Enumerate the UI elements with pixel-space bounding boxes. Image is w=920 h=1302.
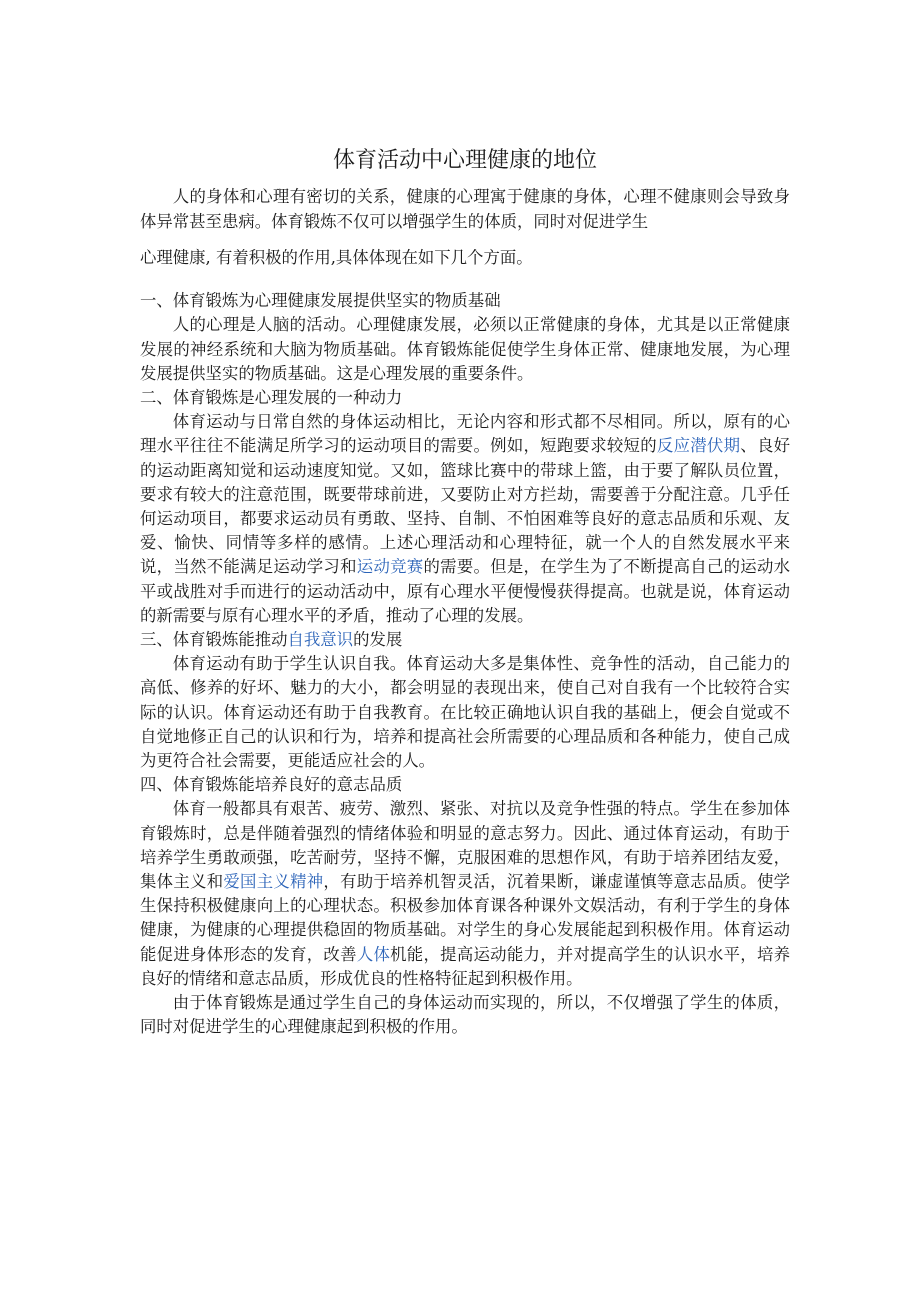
section-4-heading: 四、体育锻炼能培养良好的意志品质: [140, 775, 403, 795]
section-4-body: [140, 797, 790, 991]
link-patriotism[interactable]: 爱国主义精神: [223, 872, 324, 892]
section-3-heading: [140, 628, 790, 652]
section-3-heading-text-b: 的发展: [353, 630, 403, 650]
link-self-awareness[interactable]: 自我意识: [287, 630, 354, 650]
section-1-body: 人的心理是人脑的活动。心理健康发展，必须以正常健康的身体，尤其是以正常健康发展的神经系统和大脑为物质基础。体育锻炼能促使学生身体正常、健康地发展，为心理发展提供坚实的物质基础。这是心理发展的重要条件。: [140, 315, 790, 383]
section-4-text-a: 体育一般都具有艰苦、疲劳、激烈、紧张、对抗以及竞争性强的特点。学生在参加体育锻炼时，总是伴随着强烈的情绪体验和明显的意志努力。因此、通过体育运动，有助于培养学生勇敢顽强，吃苦耐劳，坚持不懈，克服困难的思想作风，有助于培养团结友爱，集体主义和: [140, 799, 790, 892]
link-reaction-latency[interactable]: 反应潜伏期: [656, 436, 741, 456]
section-2-body: [140, 410, 790, 628]
document-page: [140, 146, 790, 1040]
document-title: 体育活动中心理健康的地位: [332, 148, 597, 173]
link-human-body[interactable]: 人体: [356, 944, 391, 964]
section-2-text-c: 的需要。但是，在学生为了不断提高自己的运动水平或战胜对手而进行的运动活动中，原有心理水平便慢慢获得提高。也就是说，体育运动的新需要与原有心理水平的矛盾，推动了心理的发展。: [140, 557, 791, 625]
conclusion-paragraph: 由于体育锻炼是通过学生自己的身体运动而实现的，所以，不仅增强了学生的体质，同时对促进学生的心理健康起到积极的作用。: [140, 993, 790, 1037]
intro-paragraph-continued: 心理健康, 有着积极的作用,具体体现在如下几个方面。: [140, 248, 533, 267]
section-4-text-b: ，有助于培养机智灵活，沉着果断，谦虚谨慎等意志品质。使学生保持积极健康向上的心理状态。积极参加体育课各种课外文娱活动，有利于学生的身体健康，为健康的心理提供稳固的物质基础。对学生的身心发展能起到积极作用。体育运动能促进身体形态的发育，改善: [140, 872, 791, 964]
section-3-body: 体育运动有助于学生认识自我。体育运动大多是集体性、竞争性的活动，自己能力的高低、修养的好坏、魅力的大小，都会明显的表现出来，使自己对自我有一个比较符合实际的认识。体育运动还有助于自我教育。在比较正确地认识自我的基础上，便会自觉或不自觉地修正自己的认识和行为，培养和提高社会所需要的心理品质和各种能力，使自己成为更符合社会需要，更能适应社会的人。: [140, 654, 790, 771]
section-1-heading: 一、体育锻炼为心理健康发展提供坚实的物质基础: [140, 291, 501, 311]
section-2-heading: 二、体育锻炼是心理发展的一种动力: [140, 388, 403, 408]
intro-paragraph: 人的身体和心理有密切的关系，健康的心理寓于健康的身体，心理不健康则会导致身体异常甚至患病。体育锻炼不仅可以增强学生的体质，同时对促进学生: [140, 187, 790, 231]
link-sports-competition[interactable]: 运动竞赛: [356, 557, 424, 577]
section-3-heading-text-a: 三、体育锻炼能推动: [140, 630, 288, 650]
section-4-text-c: 机能，提高运动能力，并对提高学生的认识水平，培养良好的情绪和意志品质，形成优良的性格特征起到积极作用。: [140, 944, 791, 988]
section-2-text-a: 体育运动与日常自然的身体运动相比，无论内容和形式都不尽相同。所以，原有的心理水平往往不能满足所学习的运动项目的需要。例如，短跑要求较短的: [140, 412, 790, 456]
section-2-text-b: 、良好的运动距离知觉和运动速度知觉。又如，篮球比赛中的带球上篮，由于要了解队员位置，要求有较大的注意范围，既要带球前进，又要防止对方拦劫，需要善于分配注意。几乎任何运动项目，都要求运动员有勇敢、坚持、自制、不怕困难等良好的意志品质和乐观、友爱、愉快、同情等多样的感情。上述心理活动和心理特征，就一个人的自然发展水平来说，当然不能满足运动学习和: [140, 436, 791, 577]
